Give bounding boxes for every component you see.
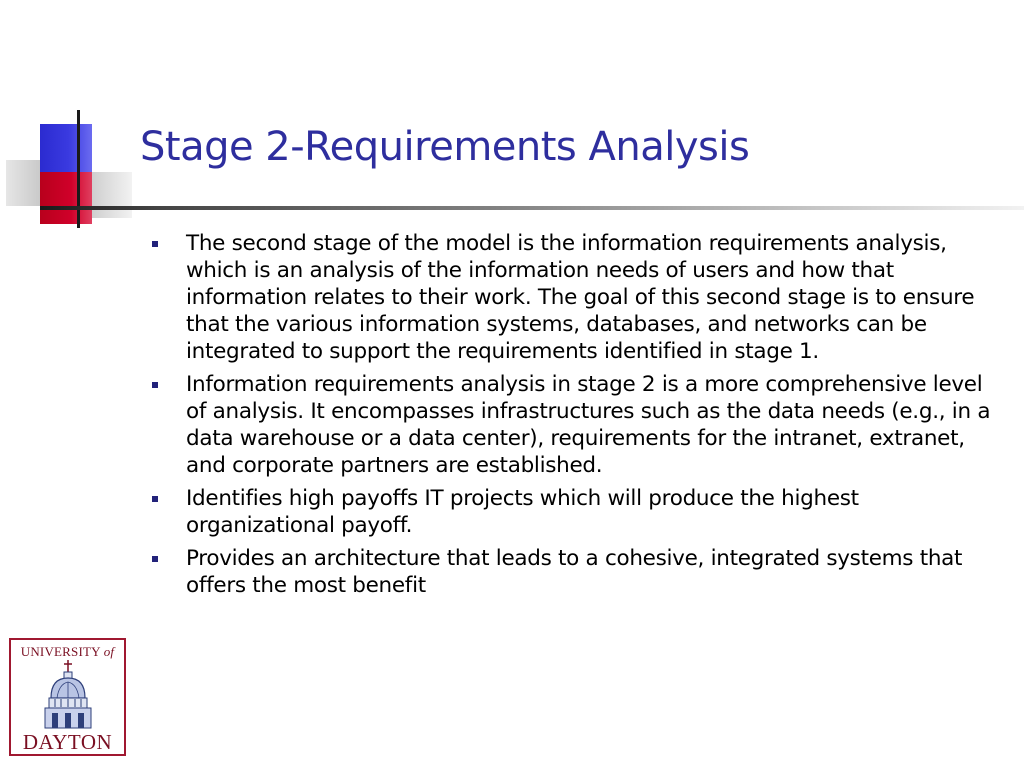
logo-of-word: of bbox=[103, 644, 115, 659]
square-bullet-icon bbox=[152, 496, 158, 502]
bullet-item bbox=[152, 485, 1002, 539]
logo-top-text bbox=[11, 644, 124, 660]
bullet-item bbox=[152, 371, 1002, 479]
square-bullet-icon bbox=[152, 241, 158, 247]
chapel-dome-icon bbox=[37, 660, 99, 730]
logo-university-word: UNIVERSITY bbox=[20, 644, 101, 659]
title-underline-rule bbox=[40, 206, 1024, 210]
bullet-item bbox=[152, 545, 1002, 599]
decoration-blue-square bbox=[40, 124, 92, 174]
logo-bottom-text: DAYTON bbox=[22, 730, 113, 754]
square-bullet-icon bbox=[152, 382, 158, 388]
bullet-text: The second stage of the model is the information requirements analysis, which is an analysis of the information needs of users and how that information relates to their work. The goal of this second stage is to ensure that the various information systems, databases, and networks can be integrated to support the requirements identified in stage 1. bbox=[186, 231, 975, 364]
bullet-list bbox=[152, 230, 1002, 605]
slide-title: Stage 2-Requirements Analysis bbox=[140, 124, 750, 170]
decoration-red-square bbox=[40, 172, 92, 224]
bullet-item bbox=[152, 230, 1002, 365]
decoration-gray-square-right bbox=[92, 172, 132, 218]
university-logo bbox=[9, 638, 126, 756]
bullet-text: Provides an architecture that leads to a cohesive, integrated systems that offers the most benefit bbox=[186, 546, 963, 598]
decoration-vertical-rule bbox=[77, 110, 80, 228]
decoration-gray-square-left bbox=[6, 160, 42, 206]
square-bullet-icon bbox=[152, 556, 158, 562]
bullet-text: Information requirements analysis in stage 2 is a more comprehensive level of analysis. It encompasses infrastructures such as the data needs (e.g., in a data warehouse or a data center), requirements for the intranet, extranet, and corporate partners are established. bbox=[186, 372, 991, 478]
bullet-text: Identifies high payoffs IT projects which will produce the highest organizational payoff. bbox=[186, 486, 859, 538]
